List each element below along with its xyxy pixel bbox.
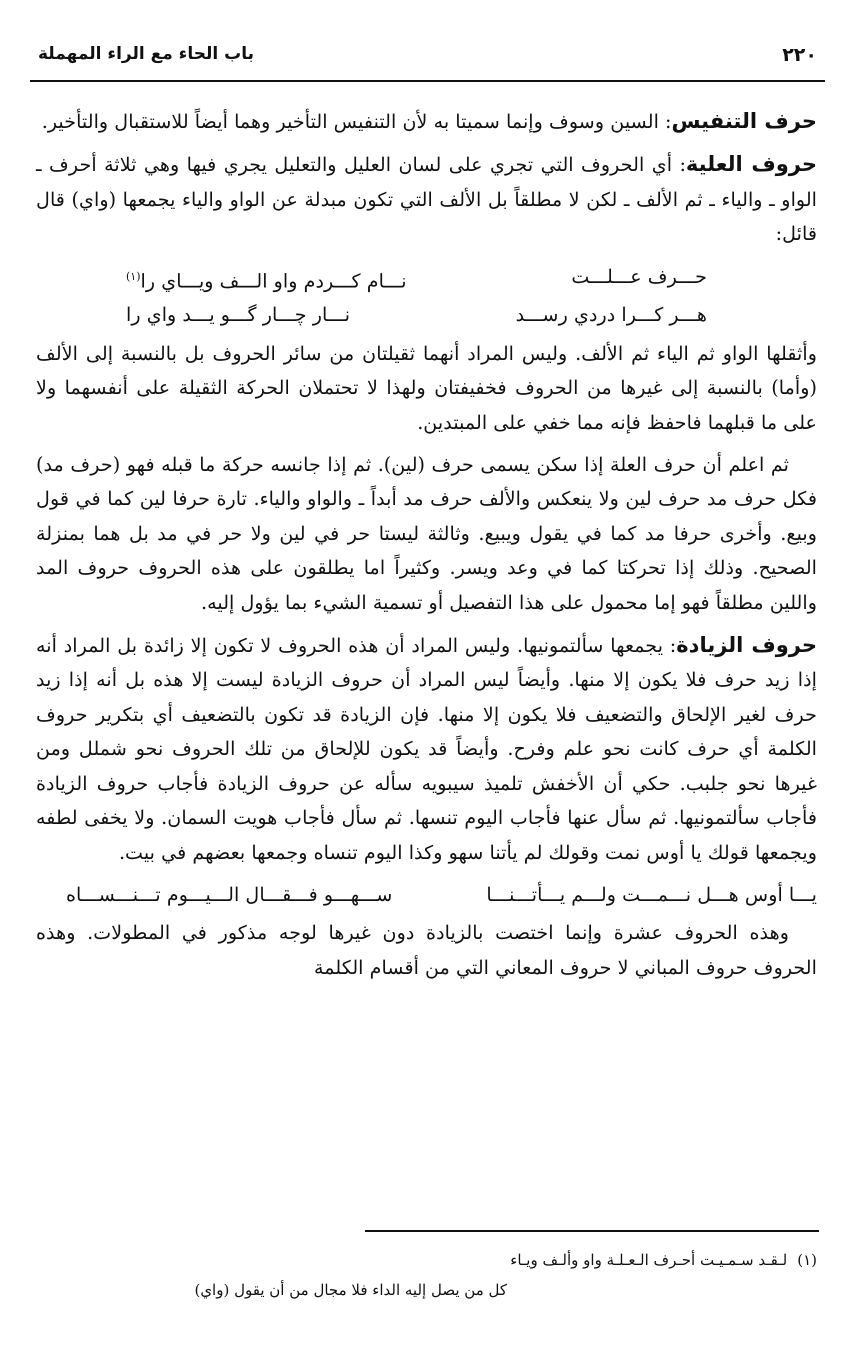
body-paragraph — [36, 448, 817, 620]
verse-hemistich: نـــار چـــار گـــو يـــد واي را — [126, 303, 351, 327]
page-body — [36, 104, 817, 993]
footnote-reference: (١) — [126, 269, 141, 283]
body-paragraph — [36, 337, 817, 440]
footnote-text: كل من يصل إليه الداء فلا مجال من أن يقول (واي) — [194, 1281, 507, 1299]
entry-paragraph — [36, 104, 817, 139]
paragraph-text: وأثقلها الواو ثم الياء ثم الألف. وليس المراد أنهما ثقيلتان من سائر الحروف بل بالنسبة إلى الألف (وأما) بالنسبة إلى غيرها من الحروف فخفيفتان ولهذا لا تحتملان الحركة الثقيلة على أنفسهما ولا على ما قبلهما فاحفظ فإنه مما خفي على المبتدين. — [36, 341, 817, 434]
verse-block — [36, 878, 817, 912]
page-header — [30, 44, 825, 78]
running-head: باب الحاء مع الراء المهملة — [38, 44, 254, 64]
entry-text: : يجمعها سألتمونيها. وليس المراد أن هذه الحروف لا تكون إلا زائدة بل المراد أنه إذا زيد حرف فلا يكون إلا منها. وأيضاً ليس المراد أن حروف الزيادة ليست إلا هذه بل أنه إذا زيد حرف لغير الإلحاق والتضعيف فلا يكون إلا منها. فإن الزيادة قد تكون بالتضعيف أي بتكرير حروف الكلمة أي حرف كانت نحو علم وفرح. وأيضاً قد يكون للإلحاق من تلك الحروف نحو شملل ومن غيرها نحو جلبب. حكي أن الأخفش تلميذ سيبويه سأله عن حروف الزيادة فأجاب حروف الزيادة فأجاب سألتمونيها. ثم سأل عنها فأجاب اليوم تنسها. ثم سأل فأجاب هويت السمان. ولا يخفى لطفه ويجمعها قولك يا أوس نمت وقولك لم يأتنا سهو وكذا اليوم تنساه وجمعها بعضهم في بيت. — [36, 634, 817, 864]
paragraph-text: وهذه الحروف عشرة وإنما اختصت بالزيادة دون غيرها لوجه مذكور في المطولات. وهذه الحروف حروف المباني لا حروف المعاني التي من أقسام الكلمة — [36, 921, 817, 979]
footnotes — [36, 1245, 817, 1305]
footnote-rule — [365, 1230, 819, 1232]
verse-hemistich: يـــا أوس هـــل نـــمـــت ولـــم يـــأتـــنـــا — [486, 882, 817, 906]
verse-hemistich: نـــام كـــردم واو الـــف ويـــاي را$^{(١)}$ — [126, 269, 407, 293]
header-rule — [30, 80, 825, 82]
verse-line — [36, 878, 817, 912]
entry-text: : السين وسوف وإنما سميتا به لأن التنفيس التأخير وهما أيضاً للاستقبال والتأخير. — [41, 110, 672, 133]
footnote-text: لـقـد سـمـيـت أحـرف الـعـلـة واو وألـف ويـاء — [510, 1251, 788, 1269]
footnote-line — [36, 1275, 817, 1305]
footnote-number: (١) — [797, 1251, 817, 1269]
verse-block — [36, 260, 817, 333]
page-number: ٢٢٠ — [782, 44, 817, 66]
verse-line — [36, 260, 817, 299]
entry-paragraph — [36, 628, 817, 870]
entry-term: حروف الزيادة — [676, 633, 817, 658]
verse-hemistich: ســـهـــو فـــقـــال الـــيـــوم تـــنـــســـاه — [66, 882, 393, 906]
entry-term: حرف التنفيس — [671, 109, 817, 133]
verse-line — [36, 298, 817, 332]
entry-text: : أي الحروف التي تجري على لسان العليل والتعليل يجري فيها وهي ثلاثة أحرف ـ الواو ـ والياء ـ ثم الألف ـ لكن لا مطلقاً بل الألف التي تكون مبدلة عن الواو والياء يجمعها (واي) قال قائل: — [36, 153, 817, 246]
footnote-line — [36, 1245, 817, 1275]
paragraph-text: ثم اعلم أن حرف العلة إذا سكن يسمى حرف (لين). ثم إذا جانسه حركة ما قبله فهو (حرف مد) فكل حرف مد حرف لين ولا ينعكس والألف حرف مد أبداً ـ والواو والياء. تارة حرفا لين كما في قول وبيع. وأخرى حرفا مد كما في يقول ويبيع. وثالثة ليستا حر في لين ولا حر في مد بل هما بمنزلة الصحيح. وذلك إذا تحركتا كما في وعد ويسر. وكثيراً اما يطلقون على هذه الحروف حروف المد واللين مطلقاً فهو إما محمول على هذا التفصيل أو تسمية الشيء بما يؤول إليه. — [36, 453, 817, 614]
verse-hemistich: حـــرف عـــلـــت — [571, 264, 707, 288]
entry-term: حروف العلية — [685, 152, 817, 177]
body-paragraph — [36, 916, 817, 985]
verse-hemistich: هـــر كـــرا دردي رســـد — [515, 303, 707, 327]
entry-paragraph — [36, 147, 817, 251]
